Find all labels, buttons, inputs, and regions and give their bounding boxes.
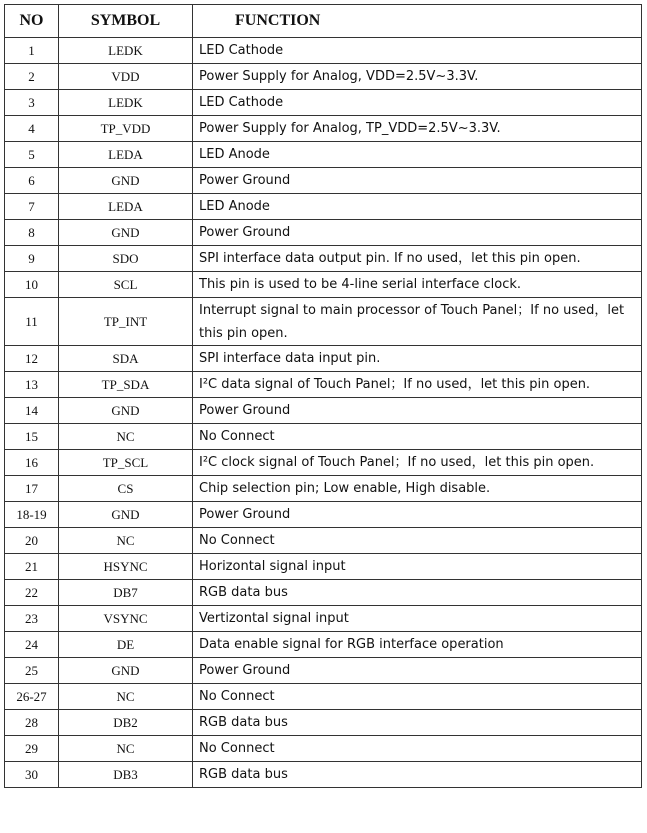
pin-function-cell: Vertizontal signal input (193, 606, 642, 632)
pin-symbol-cell: TP_SCL (59, 450, 193, 476)
pin-function-cell: I²C data signal of Touch Panel；If no used，let this pin open. (193, 372, 642, 398)
pin-number-cell: 29 (5, 736, 59, 762)
pin-symbol-cell: GND (59, 398, 193, 424)
pin-function-cell: RGB data bus (193, 762, 642, 788)
pin-function-cell: Power Ground (193, 168, 642, 194)
pin-symbol-cell: DB3 (59, 762, 193, 788)
pin-function-cell: No Connect (193, 684, 642, 710)
pin-function-cell: I²C clock signal of Touch Panel；If no used，let this pin open. (193, 450, 642, 476)
pin-function-cell: LED Cathode (193, 38, 642, 64)
pin-function-cell: Power Ground (193, 658, 642, 684)
table-row (5, 450, 642, 476)
pin-function-cell: Chip selection pin; Low enable, High disable. (193, 476, 642, 502)
pin-number-cell: 2 (5, 64, 59, 90)
table-row (5, 502, 642, 528)
table-row (5, 736, 642, 762)
pin-symbol-cell: VSYNC (59, 606, 193, 632)
pin-symbol-cell: LEDK (59, 90, 193, 116)
pin-function-cell: RGB data bus (193, 710, 642, 736)
table-row (5, 632, 642, 658)
pin-number-cell: 4 (5, 116, 59, 142)
pin-symbol-cell: LEDA (59, 194, 193, 220)
pin-function-cell: Power Ground (193, 220, 642, 246)
column-header-function: FUNCTION (193, 5, 642, 38)
table-row (5, 346, 642, 372)
pin-number-cell: 1 (5, 38, 59, 64)
pin-number-cell: 8 (5, 220, 59, 246)
table-row (5, 398, 642, 424)
table-row (5, 64, 642, 90)
table-row (5, 762, 642, 788)
pin-function-cell: RGB data bus (193, 580, 642, 606)
pin-symbol-cell: GND (59, 168, 193, 194)
pin-symbol-cell: NC (59, 424, 193, 450)
table-row (5, 116, 642, 142)
table-row (5, 658, 642, 684)
table-row (5, 476, 642, 502)
table-row (5, 90, 642, 116)
header-row (5, 5, 642, 38)
table-row (5, 372, 642, 398)
pin-number-cell: 21 (5, 554, 59, 580)
table-row (5, 168, 642, 194)
pin-number-cell: 12 (5, 346, 59, 372)
pin-function-cell: Data enable signal for RGB interface operation (193, 632, 642, 658)
pin-symbol-cell: TP_INT (59, 298, 193, 346)
pin-symbol-cell: GND (59, 220, 193, 246)
table-row (5, 606, 642, 632)
table-row (5, 424, 642, 450)
table-row (5, 554, 642, 580)
pin-number-cell: 9 (5, 246, 59, 272)
pin-number-cell: 20 (5, 528, 59, 554)
pin-function-cell: Power Ground (193, 398, 642, 424)
column-header-no: NO (5, 5, 59, 38)
table-body (5, 38, 642, 788)
pin-function-cell: No Connect (193, 736, 642, 762)
table-header (5, 5, 642, 38)
pin-function-cell: Interrupt signal to main processor of Touch Panel；If no used，let this pin open. (193, 298, 642, 346)
pin-symbol-cell: SDA (59, 346, 193, 372)
pin-symbol-cell: LEDA (59, 142, 193, 168)
pin-number-cell: 6 (5, 168, 59, 194)
table-row (5, 272, 642, 298)
table-row (5, 580, 642, 606)
pin-number-cell: 26-27 (5, 684, 59, 710)
table-row (5, 528, 642, 554)
pin-symbol-cell: GND (59, 502, 193, 528)
pin-number-cell: 14 (5, 398, 59, 424)
pin-number-cell: 28 (5, 710, 59, 736)
pin-number-cell: 18-19 (5, 502, 59, 528)
pin-function-cell: Power Supply for Analog, VDD=2.5V~3.3V. (193, 64, 642, 90)
pin-number-cell: 25 (5, 658, 59, 684)
pin-number-cell: 23 (5, 606, 59, 632)
pin-function-cell: Power Supply for Analog, TP_VDD=2.5V~3.3V. (193, 116, 642, 142)
pin-symbol-cell: TP_VDD (59, 116, 193, 142)
pin-symbol-cell: CS (59, 476, 193, 502)
table-row (5, 142, 642, 168)
pin-function-cell: LED Cathode (193, 90, 642, 116)
pin-number-cell: 24 (5, 632, 59, 658)
pin-function-cell: LED Anode (193, 194, 642, 220)
pin-symbol-cell: HSYNC (59, 554, 193, 580)
pin-function-cell: SPI interface data input pin. (193, 346, 642, 372)
pin-function-cell: Horizontal signal input (193, 554, 642, 580)
pin-number-cell: 22 (5, 580, 59, 606)
table-row (5, 246, 642, 272)
pin-number-cell: 30 (5, 762, 59, 788)
pin-symbol-cell: NC (59, 528, 193, 554)
pin-number-cell: 17 (5, 476, 59, 502)
pin-symbol-cell: DB7 (59, 580, 193, 606)
table-row (5, 220, 642, 246)
table-row (5, 710, 642, 736)
pin-number-cell: 13 (5, 372, 59, 398)
pin-number-cell: 5 (5, 142, 59, 168)
pin-function-cell: This pin is used to be 4-line serial interface clock. (193, 272, 642, 298)
pin-function-cell: SPI interface data output pin. If no used，let this pin open. (193, 246, 642, 272)
pin-function-cell: No Connect (193, 528, 642, 554)
pin-symbol-cell: GND (59, 658, 193, 684)
pin-number-cell: 3 (5, 90, 59, 116)
pin-function-cell: Power Ground (193, 502, 642, 528)
pin-number-cell: 15 (5, 424, 59, 450)
pin-symbol-cell: TP_SDA (59, 372, 193, 398)
pin-symbol-cell: NC (59, 736, 193, 762)
pin-symbol-cell: DB2 (59, 710, 193, 736)
pin-symbol-cell: SDO (59, 246, 193, 272)
pin-number-cell: 10 (5, 272, 59, 298)
pin-symbol-cell: DE (59, 632, 193, 658)
pin-symbol-cell: VDD (59, 64, 193, 90)
pin-number-cell: 16 (5, 450, 59, 476)
table-row (5, 298, 642, 346)
pin-symbol-cell: LEDK (59, 38, 193, 64)
pin-number-cell: 7 (5, 194, 59, 220)
pin-function-cell: LED Anode (193, 142, 642, 168)
pin-symbol-cell: SCL (59, 272, 193, 298)
table-row (5, 38, 642, 64)
column-header-symbol: SYMBOL (59, 5, 193, 38)
pin-definition-table (4, 4, 642, 788)
table-row (5, 194, 642, 220)
pin-symbol-cell: NC (59, 684, 193, 710)
table-row (5, 684, 642, 710)
pin-function-cell: No Connect (193, 424, 642, 450)
pin-number-cell: 11 (5, 298, 59, 346)
